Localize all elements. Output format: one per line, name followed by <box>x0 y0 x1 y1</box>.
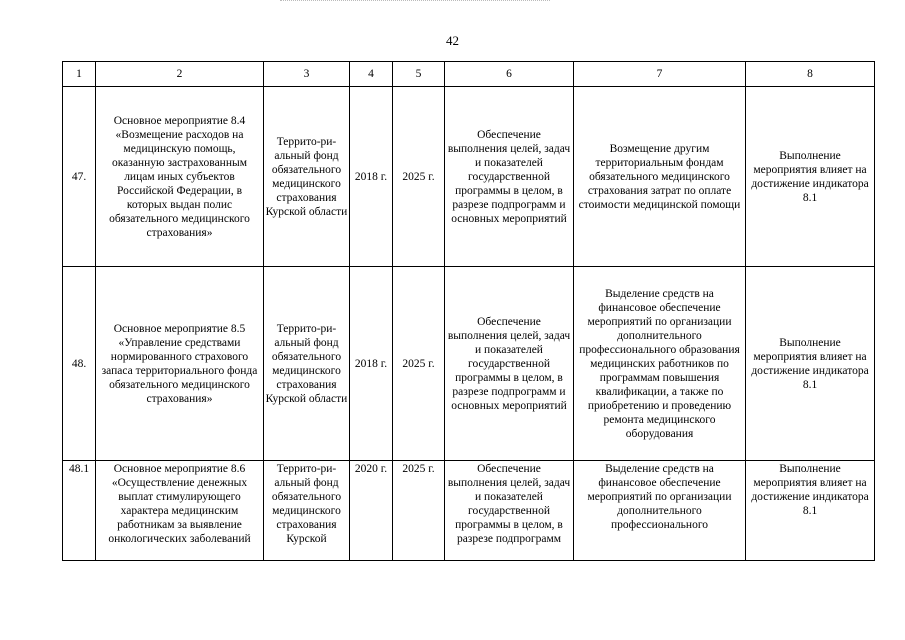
header-col-1: 1 <box>63 62 96 87</box>
header-col-4: 4 <box>350 62 393 87</box>
header-col-5: 5 <box>393 62 445 87</box>
header-col-3: 3 <box>264 62 350 87</box>
table-row <box>63 461 875 561</box>
end-year: 2025 г. <box>393 267 445 461</box>
indicator-link: Выполнение мероприятия влияет на достижение индикатора 8.1 <box>746 87 875 267</box>
expected-result: Обеспечение выполнения целей, задач и показателей государственной программы в целом, в разрезе подпрограмм и основных мероприятий <box>445 87 574 267</box>
indicator-link: Выполнение мероприятия влияет на достижение индикатора 8.1 <box>746 267 875 461</box>
table-row <box>63 267 875 461</box>
measure-content: Возмещение другим территориальным фондам обязательного медицинского страхования затрат по оплате стоимости медицинской помощи <box>574 87 746 267</box>
executor: Террито-ри-альный фонд обязательного медицинского страхования Курской <box>264 461 350 561</box>
table-header-row <box>63 62 875 87</box>
expected-result: Обеспечение выполнения целей, задач и показателей государственной программы в целом, в разрезе подпрограмм <box>445 461 574 561</box>
header-col-8: 8 <box>746 62 875 87</box>
end-year: 2025 г. <box>393 87 445 267</box>
start-year: 2018 г. <box>350 87 393 267</box>
page-number: 42 <box>446 33 459 48</box>
header-col-7: 7 <box>574 62 746 87</box>
table-row <box>63 87 875 267</box>
measure-content: Выделение средств на финансовое обеспечение мероприятий по организации дополнительного профессионального <box>574 461 746 561</box>
executor: Террито-ри-альный фонд обязательного медицинского страхования Курской области <box>264 267 350 461</box>
measure-name: Основное мероприятие 8.5 «Управление средствами нормированного страхового запаса территориального фонда обязательного медицинского страхования» <box>96 267 264 461</box>
measure-name: Основное мероприятие 8.4 «Возмещение расходов на медицинскую помощь, оказанную застрахованным лицам иных субъектов Российской Федерации, в которых выдан полис обязательного медицинского страхования» <box>96 87 264 267</box>
indicator-link: Выполнение мероприятия влияет на достижение индикатора 8.1 <box>746 461 875 561</box>
executor: Террито-ри-альный фонд обязательного медицинского страхования Курской области <box>264 87 350 267</box>
start-year: 2020 г. <box>350 461 393 561</box>
measures-table <box>62 61 875 561</box>
header-col-6: 6 <box>445 62 574 87</box>
row-number: 48.1 <box>63 461 96 561</box>
end-year: 2025 г. <box>393 461 445 561</box>
measure-content: Выделение средств на финансовое обеспечение мероприятий по организации дополнительного профессионального образования медицинских работников по программам повышения квалификации, а также по приобретению и проведению ремонта медицинского оборудования <box>574 267 746 461</box>
row-number: 47. <box>63 87 96 267</box>
header-col-2: 2 <box>96 62 264 87</box>
start-year: 2018 г. <box>350 267 393 461</box>
scan-top-artifact <box>280 0 550 3</box>
measure-name: Основное мероприятие 8.6 «Осуществление денежных выплат стимулирующего характера медицинским работникам за выявление онкологических заболеваний <box>96 461 264 561</box>
row-number: 48. <box>63 267 96 461</box>
expected-result: Обеспечение выполнения целей, задач и показателей государственной программы в целом, в разрезе подпрограмм и основных мероприятий <box>445 267 574 461</box>
